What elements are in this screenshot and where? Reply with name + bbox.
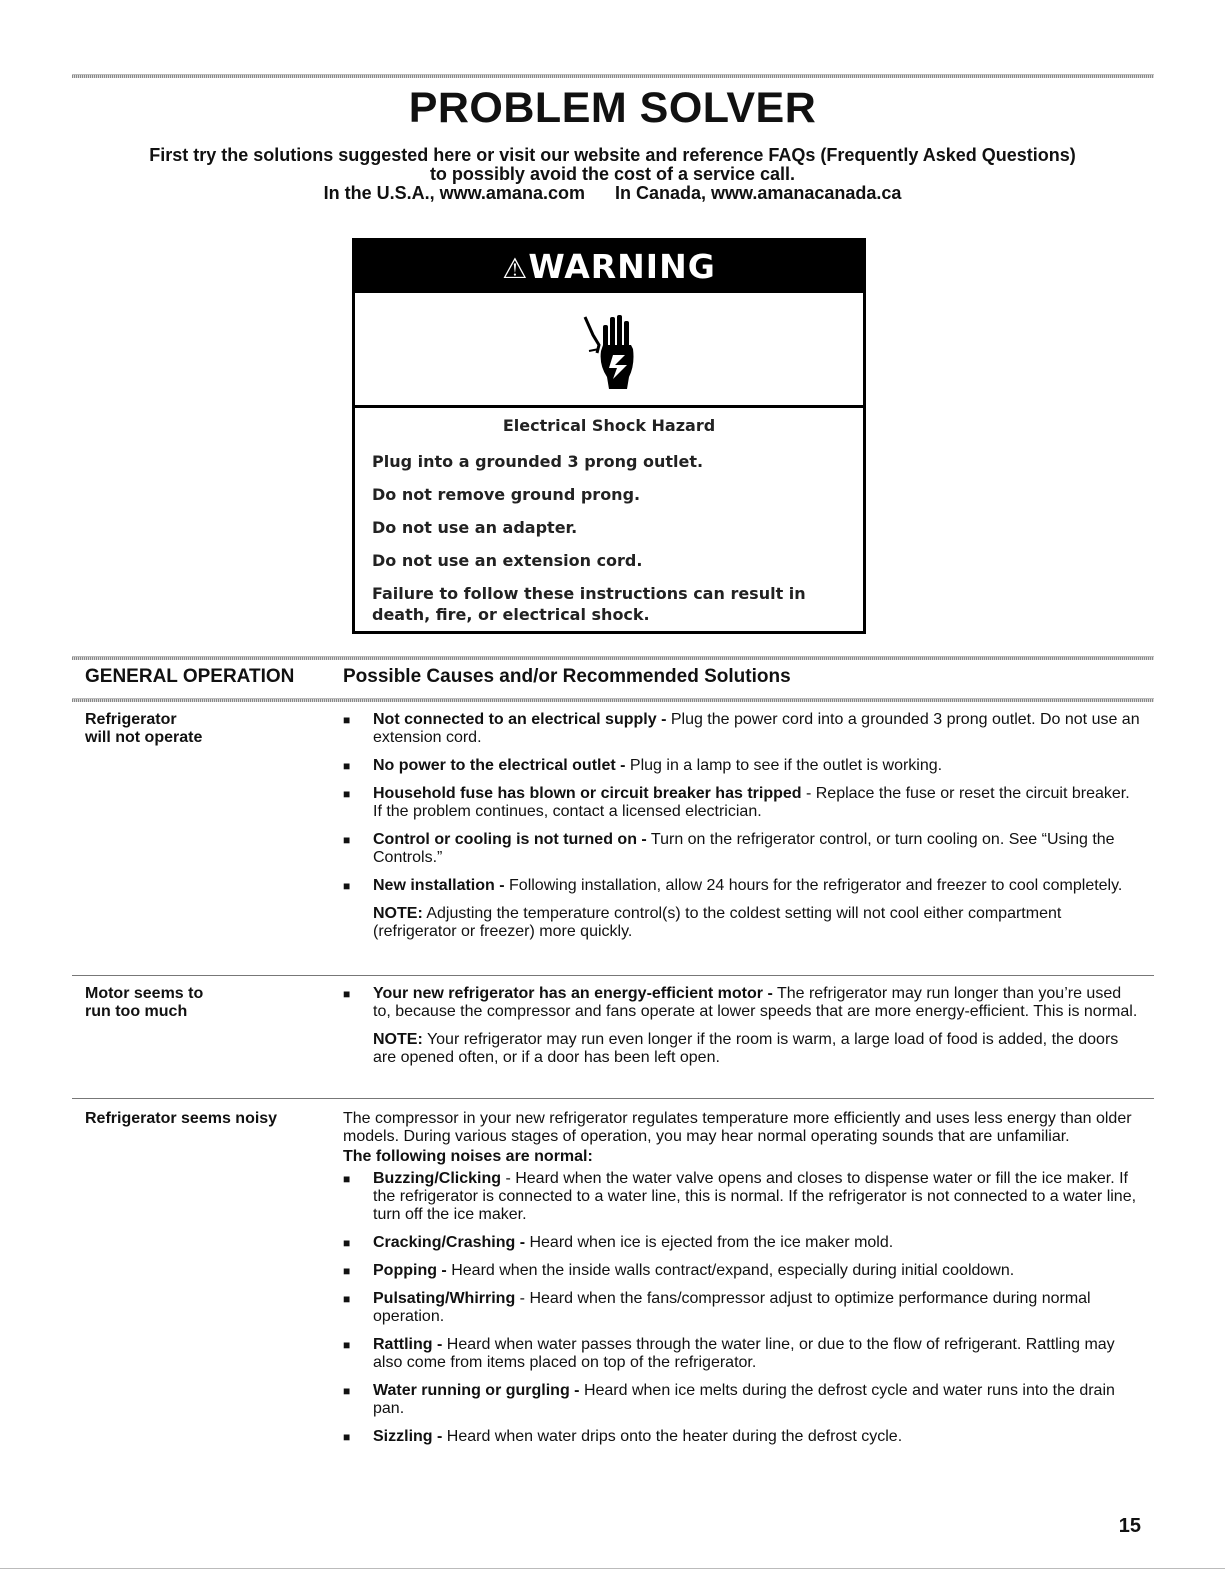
- list-item: ■ Your new refrigerator has an energy-efficient motor - The refrigerator may run longer than you’re used to, because the compressor and fans operate at lower speeds that are more energy-efficient. This is normal.: [343, 985, 1138, 1020]
- bullet-icon: ■: [343, 1384, 351, 1398]
- list-item: ■ New installation - Following installation, allow 24 hours for the refrigerator and freezer to cool completely.: [343, 877, 1123, 894]
- list-item: ■ Not connected to an electrical supply - Plug the power cord into a grounded 3 prong outlet. Do not use an extension cord.: [343, 711, 1140, 746]
- intro-urls: [0, 184, 1225, 203]
- hazard-title: Electrical Shock Hazard: [502, 416, 716, 435]
- list-item: ■ Pulsating/Whirring - Heard when the fans/compressor adjust to optimize performance during normal operation.: [343, 1290, 1091, 1325]
- category-line: Refrigerator: [85, 711, 177, 728]
- list-item: ■ Control or cooling is not turned on - Turn on the refrigerator control, or turn cooling on. See “Using the Controls.”: [343, 831, 1115, 866]
- category-label: [85, 985, 335, 1021]
- category-line: Motor seems to: [85, 985, 204, 1002]
- category-label: [85, 1110, 335, 1128]
- list-item: ■ Water running or gurgling - Heard when ice melts during the defrost cycle and water runs into the drain pan.: [343, 1382, 1115, 1417]
- note: NOTE: Adjusting the temperature control(s) to the coldest setting will not cool either compartment (refrigerator or freezer) more quickly.: [373, 905, 1062, 940]
- list-item: ■ No power to the electrical outlet - Plug in a lamp to see if the outlet is working.: [343, 757, 943, 774]
- solutions-list: [343, 1110, 1143, 1456]
- list-item: ■ Popping - Heard when the inside walls contract/expand, especially during initial cooldown.: [343, 1262, 1015, 1279]
- warning-line: Plug into a grounded 3 prong outlet.: [372, 452, 704, 471]
- table-header-top-rule: [72, 656, 1154, 660]
- noise-subhead: The following noises are normal:: [343, 1148, 593, 1165]
- column-header-category: GENERAL OPERATION: [85, 666, 295, 687]
- warning-triangle-icon: ⚠: [502, 252, 529, 285]
- bullet-icon: ■: [343, 833, 351, 847]
- list-item: ■ Household fuse has blown or circuit breaker has tripped - Replace the fuse or reset the circuit breaker. If the problem continues, contact a licensed electrician.: [343, 785, 1130, 820]
- list-item: ■ Buzzing/Clicking - Heard when the water valve opens and closes to dispense water or fill the ice maker. If the refrigerator is connected to a water line, this is normal. If the refrigerator is not connected to a water line, turn off the ice maker.: [343, 1170, 1137, 1223]
- noise-intro: The compressor in your new refrigerator regulates temperature more efficiently and uses less energy than older models. During various stages of operation, you may hear normal operating sounds that are unfamiliar.: [343, 1110, 1132, 1145]
- page-number: 15: [1118, 1515, 1141, 1537]
- category-line: run too much: [85, 1003, 188, 1020]
- electrical-shock-icon: [583, 305, 639, 395]
- warning-icon-area: [355, 293, 863, 408]
- category-label: [85, 711, 335, 747]
- warning-box: [352, 238, 866, 634]
- note: NOTE: Your refrigerator may run even longer if the room is warm, a large load of food is added, the doors are opened often, or if a door has been left open.: [373, 1031, 1119, 1066]
- solutions-list: [343, 985, 1143, 1077]
- warning-label: WARNING: [528, 247, 716, 286]
- bullet-icon: ■: [343, 713, 351, 727]
- bullet-icon: ■: [343, 1264, 351, 1278]
- bullet-icon: ■: [343, 1338, 351, 1352]
- top-dotted-rule: [72, 74, 1154, 78]
- us-website: In the U.S.A., www.amana.com: [323, 183, 585, 203]
- bullet-icon: ■: [343, 1292, 351, 1306]
- bullet-icon: ■: [343, 1172, 351, 1186]
- category-line: Refrigerator seems noisy: [85, 1110, 278, 1127]
- list-item: ■ Rattling - Heard when water passes through the water line, or due to the flow of refrigerant. Rattling may also come from items placed on top of the refrigerator.: [343, 1336, 1115, 1371]
- intro-text: [0, 146, 1225, 203]
- bullet-icon: ■: [343, 787, 351, 801]
- solutions-list: [343, 711, 1143, 951]
- table-header-bottom-rule: [72, 698, 1154, 702]
- bullet-icon: ■: [343, 759, 351, 773]
- bullet-icon: ■: [343, 1236, 351, 1250]
- warning-line: Do not remove ground prong.: [372, 485, 641, 504]
- bottom-rule: [0, 1568, 1225, 1569]
- row-divider: [72, 975, 1154, 976]
- warning-header: [355, 241, 863, 293]
- list-item: ■ Sizzling - Heard when water drips onto the heater during the defrost cycle.: [343, 1428, 903, 1445]
- bullet-icon: ■: [343, 1430, 351, 1444]
- page-title: PROBLEM SOLVER: [408, 84, 817, 132]
- intro-line-2: to possibly avoid the cost of a service call.: [429, 164, 796, 184]
- bullet-icon: ■: [343, 879, 351, 893]
- warning-line: Do not use an adapter.: [372, 518, 578, 537]
- bullet-icon: ■: [343, 987, 351, 1001]
- list-item: ■ Cracking/Crashing - Heard when ice is ejected from the ice maker mold.: [343, 1234, 894, 1251]
- column-header-solutions: Possible Causes and/or Recommended Solutions: [343, 666, 791, 687]
- warning-line: Do not use an extension cord.: [372, 551, 643, 570]
- intro-line-1: First try the solutions suggested here or visit our website and reference FAQs (Frequently Asked Questions): [149, 145, 1076, 165]
- canada-website: In Canada, www.amanacanada.ca: [614, 183, 902, 203]
- warning-line: Failure to follow these instructions can result in death, fire, or electrical shock.: [372, 584, 806, 624]
- category-line: will not operate: [85, 729, 203, 746]
- row-divider: [72, 1098, 1154, 1099]
- warning-text: [355, 408, 863, 625]
